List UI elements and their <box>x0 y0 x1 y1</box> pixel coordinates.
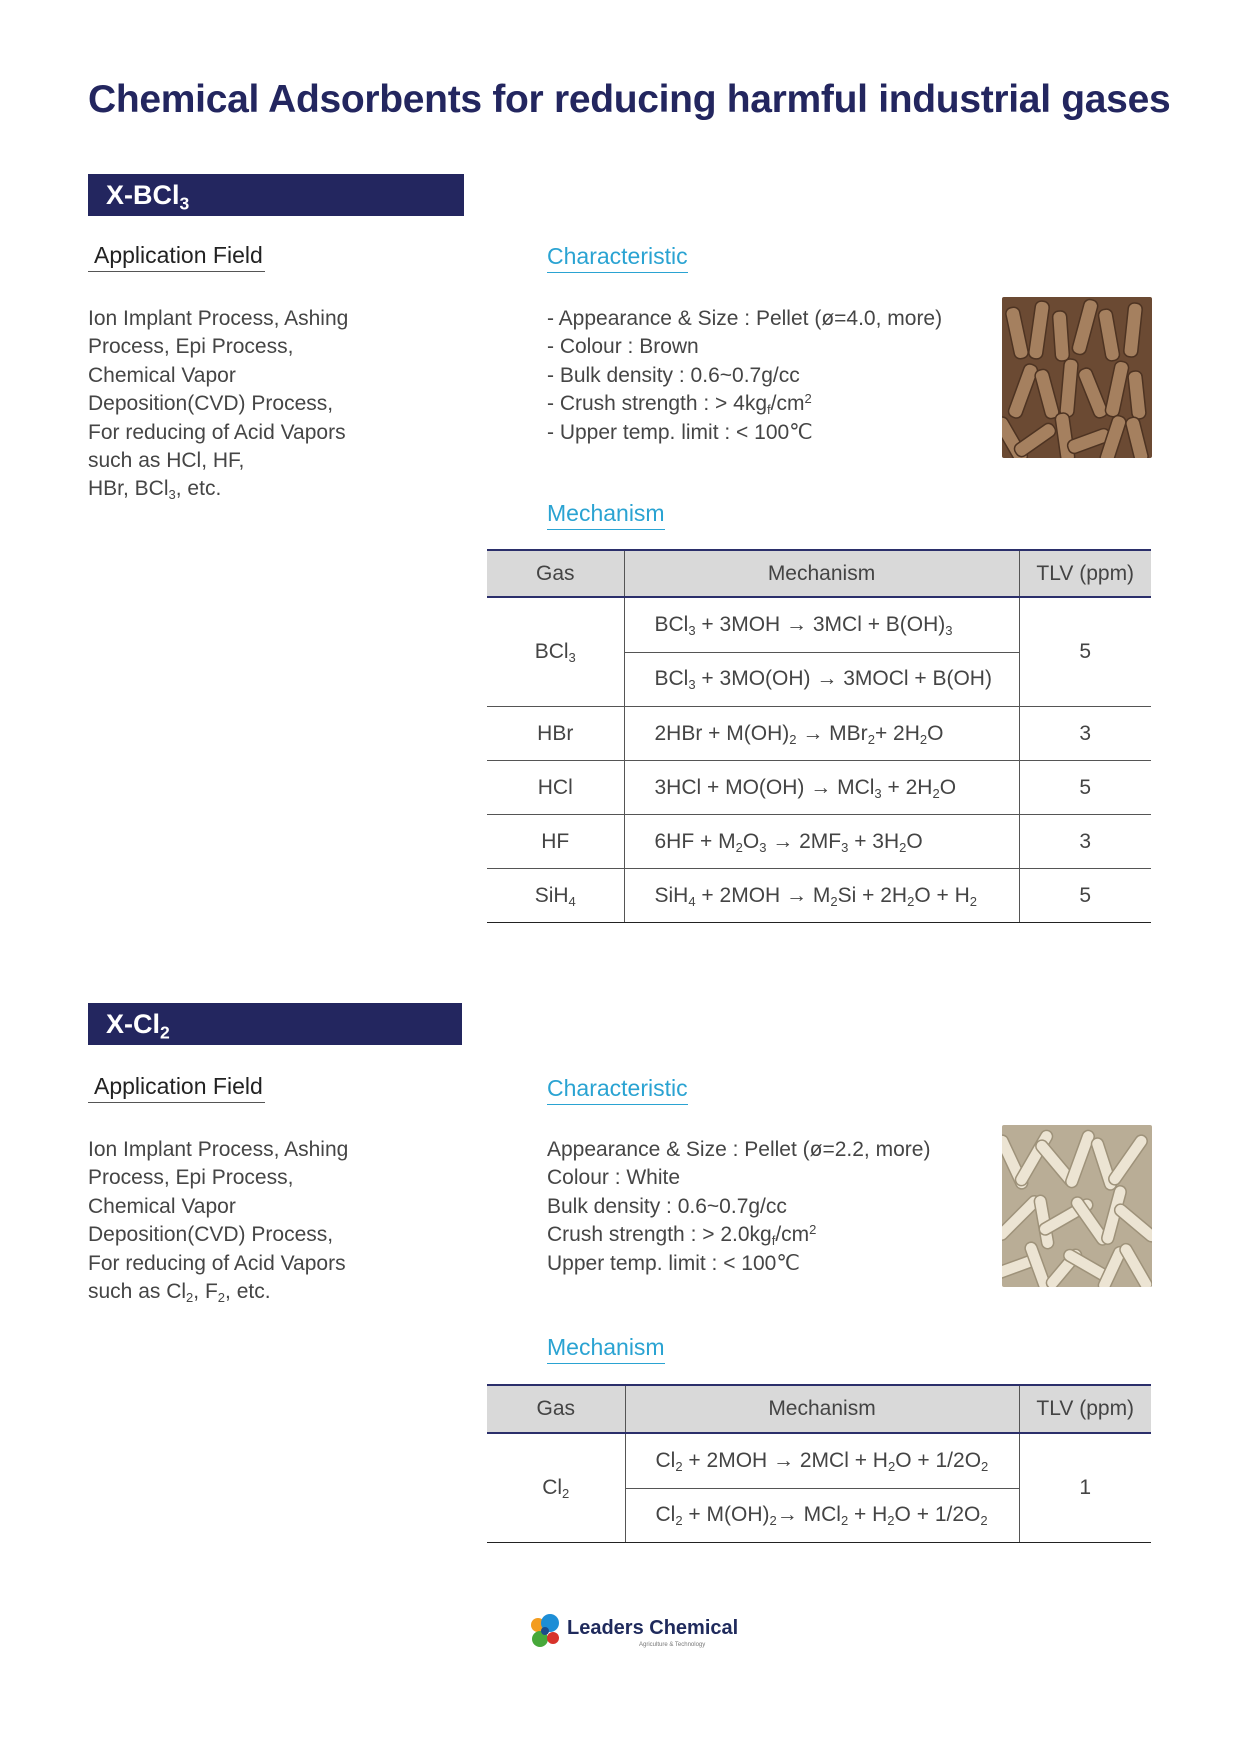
equation-cell: $2HBr + M(OH)_2 \to MBr_2+ 2H_2O$ <box>624 707 1019 761</box>
tlv-cell: 5 <box>1019 597 1151 707</box>
table-row <box>487 1433 1151 1488</box>
characteristic-list <box>547 305 942 447</box>
characteristic-heading: Characteristic <box>547 1074 688 1105</box>
tlv-cell: 5 <box>1019 761 1151 815</box>
gas-cell: $Cl_2$ <box>487 1433 625 1543</box>
gas-cell: HBr <box>487 707 624 761</box>
table-row <box>487 869 1151 923</box>
equation-cell: $BCl_3 + 3MOH \to 3MCl + B(OH)_3$ <box>624 597 1019 652</box>
column-header: Mechanism <box>624 550 1019 597</box>
column-header: Gas <box>487 1385 625 1433</box>
gas-cell: BCl$_3$ <box>487 597 624 707</box>
equation-cell: $3HCl + MO(OH) \to MCl_3 + 2H_2O$ <box>624 761 1019 815</box>
characteristic-item: Bulk density : 0.6~0.7g/cc <box>547 1194 787 1218</box>
table-row <box>487 761 1151 815</box>
column-header: TLV (ppm) <box>1019 1385 1151 1433</box>
gas-cell: HCl <box>487 761 624 815</box>
gas-cell: SiH$_4$ <box>487 869 624 923</box>
brown-pellets-photo <box>1002 297 1152 458</box>
characteristic-list <box>547 1136 930 1278</box>
mechanism-heading: Mechanism <box>547 499 665 530</box>
logo-droplets-icon <box>527 1613 565 1651</box>
table-row <box>487 815 1151 869</box>
tlv-cell: 3 <box>1019 815 1151 869</box>
equation-cell: $Cl_2 + M(OH)_2\to MCl_2 + H_2O + 1/2O_2$ <box>625 1488 1019 1543</box>
application-field-text: Ion Implant Process, Ashing Process, Epi Process, Chemical Vapor Deposition(CVD) Process, For reducing of Acid Vapors such as $Cl_2$, $F_2$, etc. <box>88 1136 388 1306</box>
equation-cell: BCl$_3$ + 3MO(OH) → 3MOCl + B(OH) <box>624 652 1019 707</box>
characteristic-item rich-text: Crush strength : > $2.0kg_f/cm^2$ <box>547 1222 817 1249</box>
tlv-cell: 1 <box>1019 1433 1151 1543</box>
characteristic-item: Appearance & Size : Pellet (ø=2.2, more) <box>547 1138 931 1161</box>
application-field-heading: Application Field <box>88 241 265 272</box>
rich-text: such as $Cl_2$, $F_2$, etc. <box>88 1280 271 1305</box>
product-title-x-bcl3: X-BCl$_3$ <box>88 174 464 216</box>
leaders-chemical-logo <box>527 1613 739 1653</box>
gas-cell: HF <box>487 815 624 869</box>
column-header: TLV (ppm) <box>1019 550 1151 597</box>
column-header: Mechanism <box>625 1385 1019 1433</box>
equation-cell: $6HF + M_2O_3 \to 2MF_3 + 3H_2O$ <box>624 815 1019 869</box>
logo-tagline: Agriculture & Technology <box>639 1642 706 1648</box>
equation-cell: $SiH_4 + 2MOH \to M_2Si + 2H_2O + H_2$ <box>624 869 1019 923</box>
page-title: Chemical Adsorbents for reducing harmful industrial gases <box>88 78 1171 121</box>
characteristic-item: - Colour : Brown <box>547 335 699 359</box>
characteristic-heading: Characteristic <box>547 242 688 273</box>
equation-cell: $Cl_2 + 2MOH \to 2MCl + H_2O + 1/2O_2$ <box>625 1433 1019 1488</box>
characteristic-item: - Upper temp. limit : < 100℃ <box>547 420 813 444</box>
characteristic-item: - Bulk density : 0.6~0.7g/cc <box>547 363 800 387</box>
logo-brand-text: Leaders Chemical <box>567 1617 739 1639</box>
application-field-heading: Application Field <box>88 1072 265 1103</box>
column-header: Gas <box>487 550 624 597</box>
tlv-cell: 3 <box>1019 707 1151 761</box>
table-row <box>487 597 1151 652</box>
characteristic-item rich-text: - Crush strength : > $4kg_f/cm^2$ <box>547 391 812 418</box>
characteristic-item: Colour : White <box>547 1166 681 1190</box>
mechanism-table <box>487 1384 1151 1543</box>
tlv-cell: 5 <box>1019 869 1151 923</box>
table-row <box>487 707 1151 761</box>
rich-text: HBr, BCl$_3$, etc. <box>88 477 222 503</box>
characteristic-item: - Appearance & Size : Pellet (ø=4.0, more) <box>547 307 943 330</box>
white-pellets-photo <box>1002 1125 1152 1287</box>
characteristic-item: Upper temp. limit : < 100℃ <box>547 1251 800 1275</box>
table-header-row <box>487 550 1151 597</box>
table-header-row <box>487 1385 1151 1433</box>
product-title-x-cl2: $X-Cl_2$ <box>88 1003 462 1045</box>
mechanism-table <box>487 549 1151 923</box>
application-field-text: Ion Implant Process, Ashing Process, Epi Process, Chemical Vapor Deposition(CVD) Process, For reducing of Acid Vapors such as HCl, HF, HBr, BCl$_3$, etc. <box>88 305 388 504</box>
mechanism-heading: Mechanism <box>547 1333 665 1364</box>
